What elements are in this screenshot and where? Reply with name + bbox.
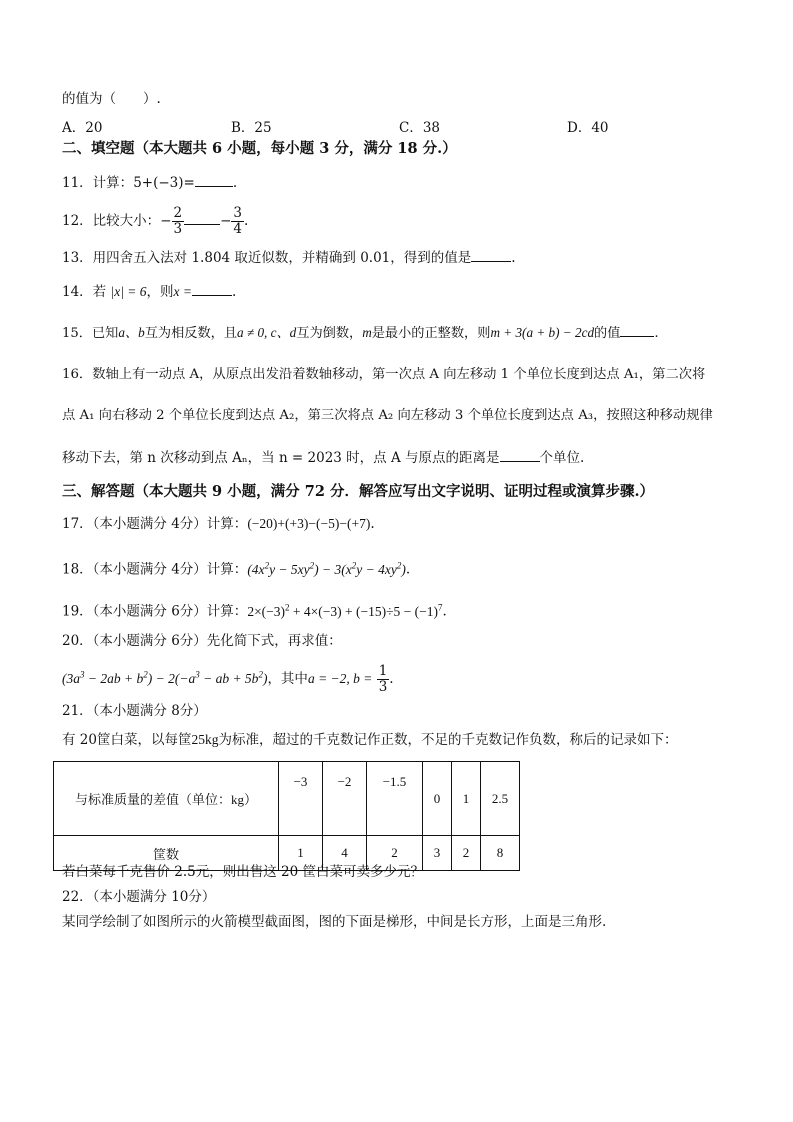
option-b: B．25 <box>231 120 272 136</box>
section2-title: 二、填空题（本大题共 6 小题，每小题 3 分，满分 18 分.） <box>62 140 457 157</box>
question-17 <box>62 515 375 533</box>
q15-end: . <box>654 326 659 341</box>
q14-answer-blank[interactable] <box>192 283 232 296</box>
q22-text: 某同学绘制了如图所示的火箭模型截面图，图的下面是梯形，中间是长方形，上面是三角形. <box>62 914 607 930</box>
table-cell: −2 <box>323 762 367 836</box>
q18-label: 18．（本小题满分 4分）计算： <box>62 561 248 578</box>
q21-intro-b: 25kg <box>191 732 219 747</box>
q20-expr: $(3a^3 - 2ab + b^2) - 2(-a^3$ − ab + $5b^2$) <box>62 669 268 686</box>
option-c: C．38 <box>399 120 441 136</box>
q19-end: . <box>442 603 447 620</box>
q16-answer-blank[interactable] <box>500 449 540 462</box>
option-a: A．20 <box>62 120 103 136</box>
q12-fraction-1 <box>172 206 185 237</box>
q11-answer-blank[interactable] <box>195 174 233 187</box>
q11-end: . <box>232 175 238 191</box>
q22-label: 22．（本小题满分 10分） <box>62 889 216 905</box>
q21-intro-c: 为标准，超过的千克数记作正数，不足的千克数记作负数，称后的记录如下： <box>218 732 678 748</box>
q21-question: 若白菜每千克售价 2.5元，则出售这 20 筐白菜可卖多少元？ <box>62 864 425 880</box>
question-14 <box>62 283 236 301</box>
table-cell: 1 <box>279 836 323 871</box>
record-table <box>53 761 520 871</box>
q20-fraction <box>377 664 390 695</box>
q17-label: 17．（本小题满分 4分）计算： <box>62 516 248 532</box>
q13-text: 13．用四舍五入法对 1.804 取近似数，并精确到 0.01，得到的值是 <box>62 250 472 266</box>
q15-answer-blank[interactable] <box>620 324 654 337</box>
table-cell: 2 <box>452 836 481 871</box>
q16-l3b: 个单位. <box>539 450 585 466</box>
q18-expr: $(4x^2y - 5xy^2) - 3(x^2y - 4xy^2)$ <box>247 560 406 577</box>
q20-b-num: 1 <box>378 663 388 679</box>
q12-sign-2: − <box>220 213 232 229</box>
q21-intro <box>62 731 677 749</box>
q20-label: 20．（本小题满分 6分）先化简下式，再求值： <box>62 633 342 649</box>
q19-label: 19．（本小题满分 6分）计算： <box>62 603 248 620</box>
q16-l3a: 移动下去，第 n 次移动到点 Aₙ，当 n = 2023 时，点 A 与原点的距离是 <box>62 450 500 466</box>
table-cell: 3 <box>423 836 452 871</box>
q15-d: a ≠ 0, c、d <box>237 325 297 340</box>
q15-h: m + 3(a + b) − 2cd <box>490 325 595 340</box>
table-row <box>54 762 520 836</box>
q14-expr: |x| = 6 <box>110 284 147 299</box>
q11-label: 11．计算： <box>62 175 134 191</box>
q15-i: 的值 <box>594 326 621 341</box>
q14-mid: ，则 <box>146 284 174 300</box>
q14-label: 14．若 <box>62 284 107 300</box>
q12-f2-num: 3 <box>233 205 242 221</box>
question-12 <box>62 206 248 237</box>
q12-fraction-2 <box>231 206 244 237</box>
q20-cond: a = −2, b = <box>307 671 373 686</box>
table-cell: 8 <box>481 836 520 871</box>
table-cell: 2 <box>367 836 423 871</box>
table-cell: 2.5 <box>481 762 520 836</box>
q16-line-2: 点 A₁ 向右移动 2 个单位长度到达点 A₂，第三次将点 A₂ 向左移动 3 个单位长度到达点 A₃，按照这种移动规律 <box>62 408 713 423</box>
q15-a: 15．已知 <box>62 326 119 341</box>
q12-f1-den: 3 <box>173 221 183 237</box>
q15-e: 互为倒数， <box>296 326 363 341</box>
option-d: D．40 <box>567 120 609 136</box>
q13-end: . <box>511 250 516 266</box>
q12-answer-blank[interactable] <box>184 212 220 225</box>
q10-tail: 的值为（ ）. <box>62 91 161 107</box>
q17-expr: (−20)+(+3)−(−5)−(+7) <box>247 516 371 531</box>
q14-end: . <box>232 284 237 300</box>
q20-end: . <box>389 671 394 687</box>
q20-b-den: 3 <box>378 679 388 695</box>
q12-f1-num: 2 <box>173 205 183 221</box>
question-15 <box>62 324 659 343</box>
question-18 <box>62 556 410 579</box>
row2-header: 筐数 <box>54 836 279 871</box>
q16-line-1: 16．数轴上有一动点 A，从原点出发沿着数轴移动，第一次点 A 向左移动 1 个单位长度到达点 A₁，第二次将 <box>62 367 706 382</box>
table-cell: 1 <box>452 762 481 836</box>
q12-f2-den: 4 <box>233 221 242 237</box>
table-cell: −3 <box>279 762 323 836</box>
table-cell: −1.5 <box>367 762 423 836</box>
question-19 <box>62 598 447 621</box>
q15-g: 是最小的正整数，则 <box>371 326 491 341</box>
q15-f: m <box>362 325 372 340</box>
table-cell: 4 <box>323 836 367 871</box>
question-11 <box>62 174 237 192</box>
q18-end: . <box>405 561 411 578</box>
q21-label: 21．（本小题满分 8分） <box>62 703 207 719</box>
q12-sign-1: − <box>160 213 172 229</box>
q12-end: . <box>244 213 249 229</box>
q15-b: a、b <box>118 325 145 340</box>
q21-intro-a: 有 20筐白菜，以每筐 <box>62 732 192 748</box>
q13-answer-blank[interactable] <box>471 249 511 262</box>
q14-var: x = <box>173 284 192 299</box>
question-13 <box>62 249 516 267</box>
q15-c: 互为相反数，且 <box>144 326 238 341</box>
q16-line-3 <box>62 449 584 467</box>
question-20-expr <box>62 664 394 695</box>
row1-header: 与标准质量的差值（单位：kg） <box>54 762 279 836</box>
q20-where: ，其中 <box>267 671 308 687</box>
q19-expr: $2\times(-3)^2 + 4\times(-3) + (-15)\div 5 - (-1)^7$ <box>247 602 443 619</box>
q17-end: . <box>370 516 375 532</box>
section3-title: 三、解答题（本大题共 9 小题，满分 72 分．解答应写出文字说明、证明过程或演算步骤.） <box>62 483 655 500</box>
q11-expr: 5+(−3)= <box>133 175 195 191</box>
table-cell: 0 <box>423 762 452 836</box>
q12-label: 12．比较大小： <box>62 213 161 229</box>
